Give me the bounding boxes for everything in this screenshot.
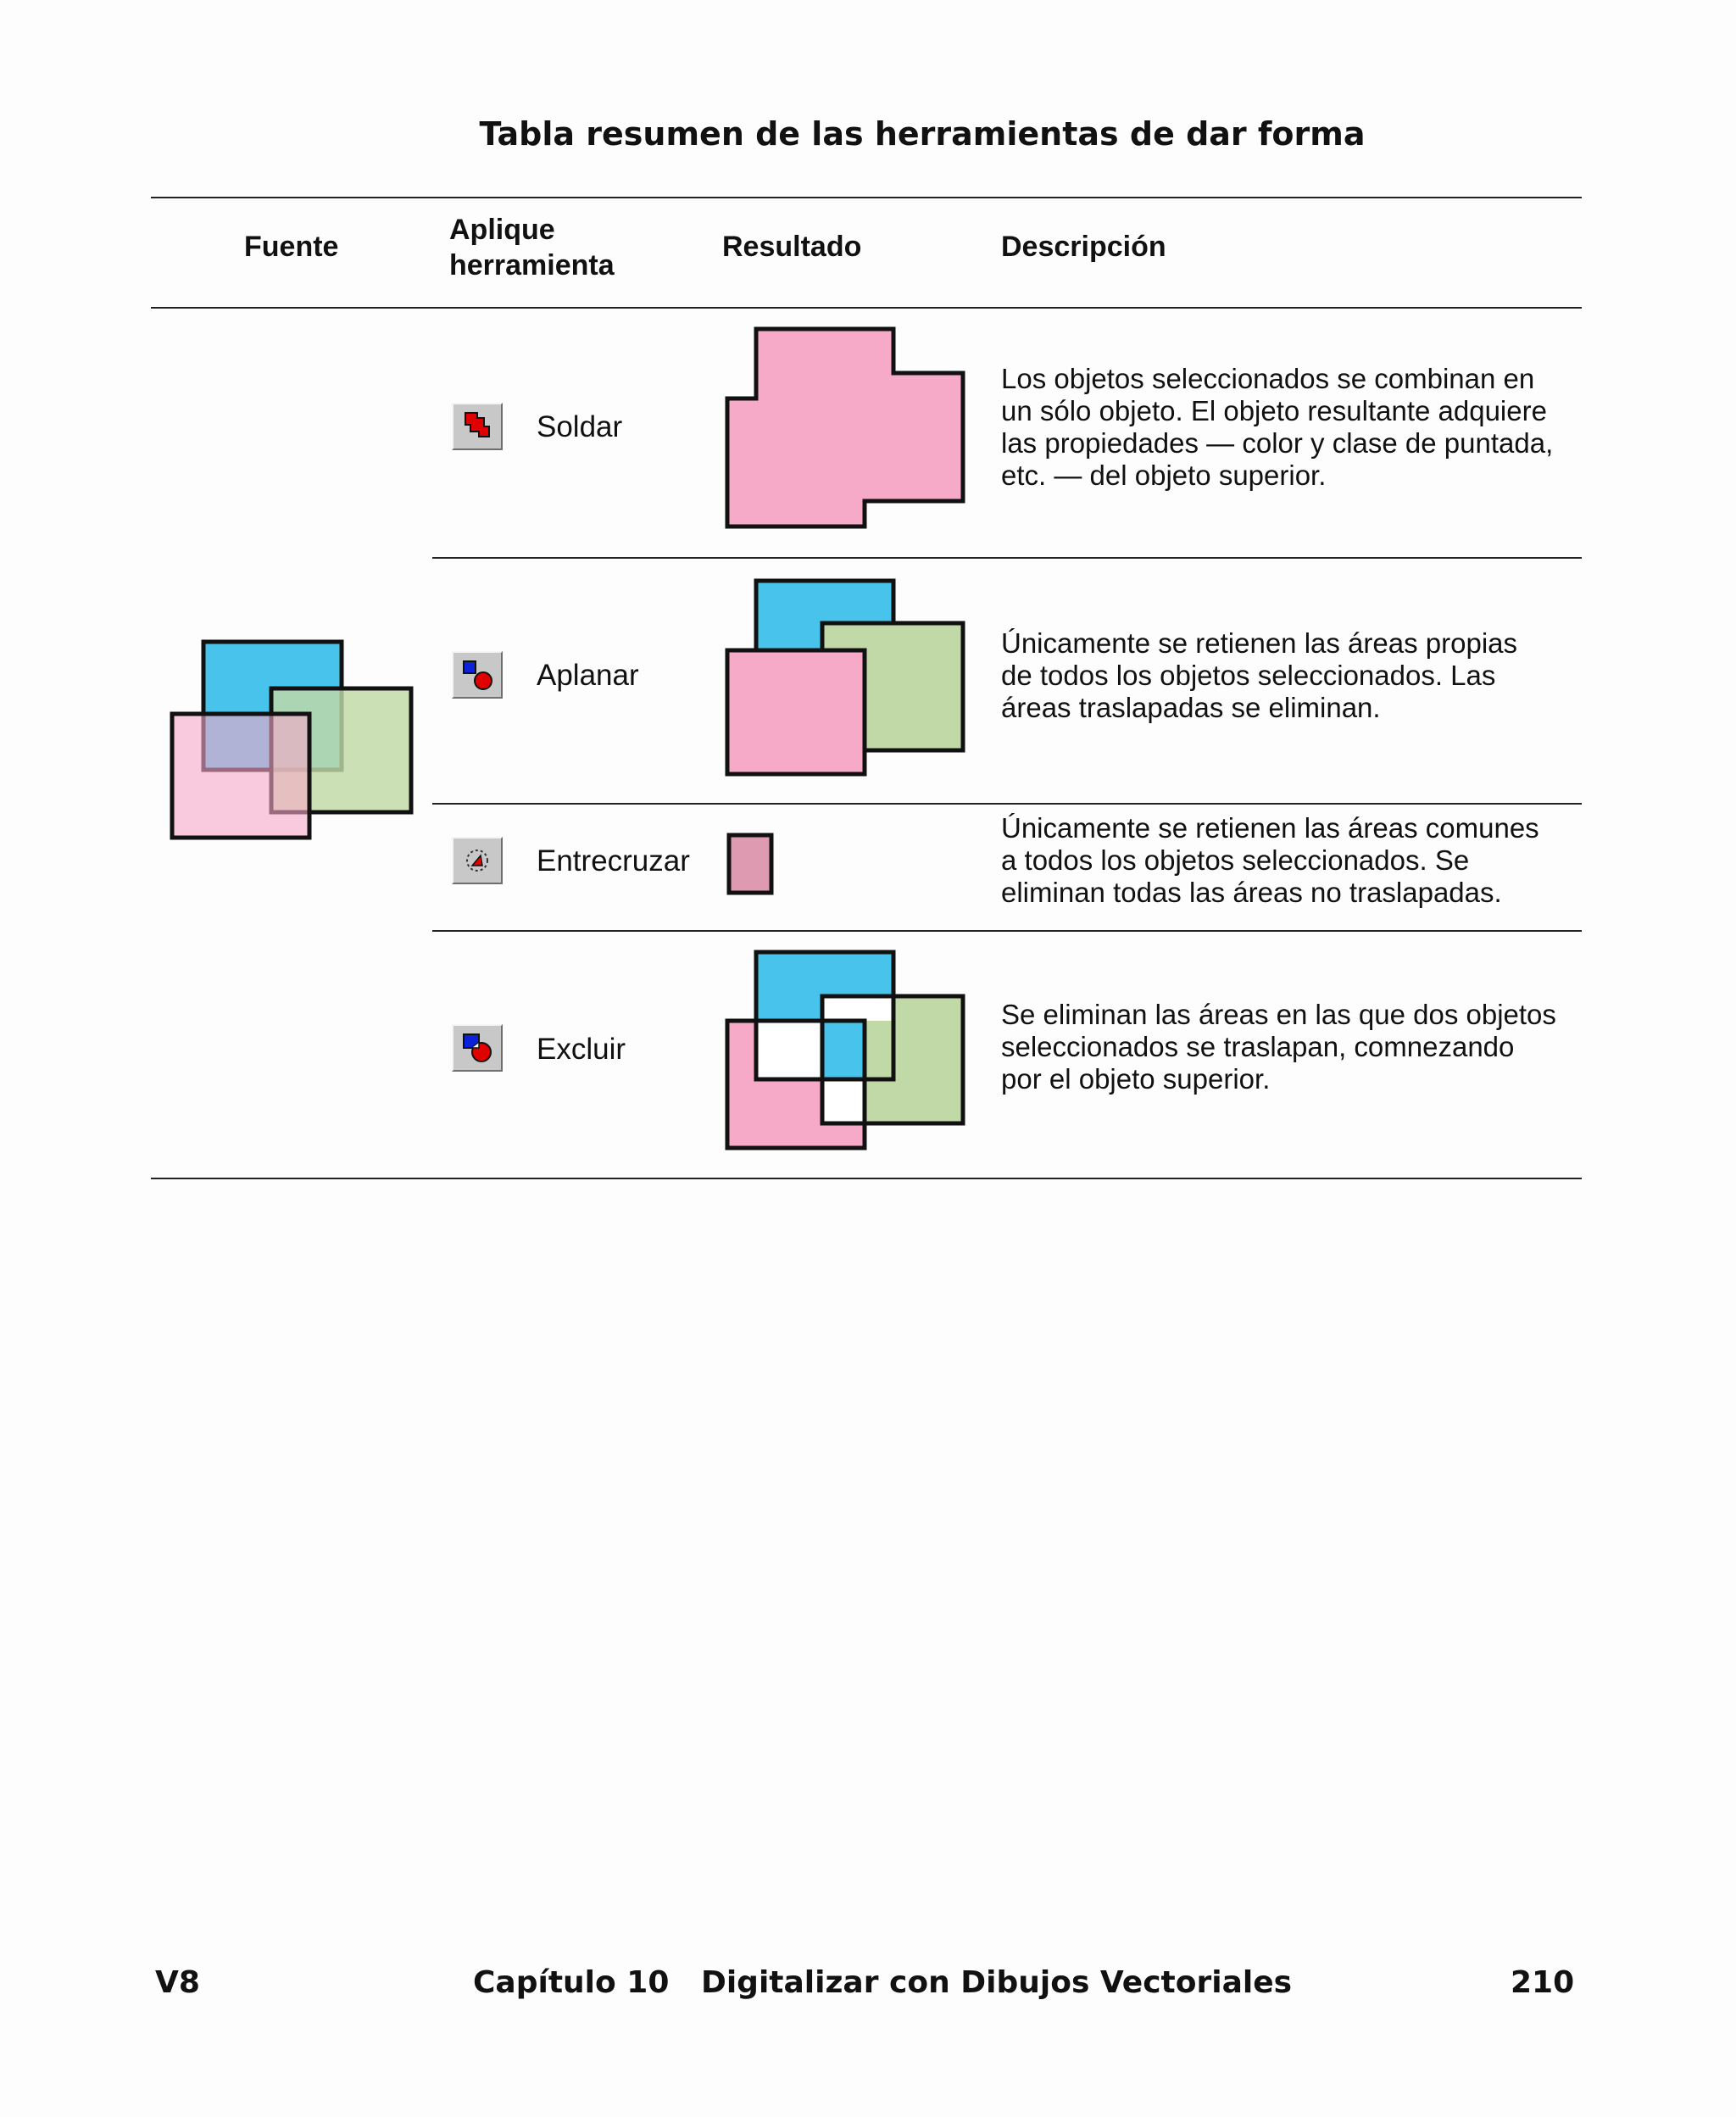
exclude-icon xyxy=(460,1031,494,1065)
description-soldar xyxy=(1001,363,1577,492)
header-aplique xyxy=(449,212,615,283)
result-excluir xyxy=(722,950,968,1153)
description-line: áreas traslapadas se eliminan. xyxy=(1001,692,1381,723)
weld-tool-button[interactable] xyxy=(452,403,503,450)
tool-label-entrecruzar: Entrecruzar xyxy=(537,844,690,877)
table-top-rule xyxy=(151,197,1582,198)
row-divider xyxy=(432,930,1582,932)
table-bottom-rule xyxy=(151,1178,1582,1179)
description-line: Los objetos seleccionados se combinan en xyxy=(1001,363,1535,394)
footer-page-number: 210 xyxy=(1511,1965,1575,2000)
description-line: Se eliminan las áreas en las que dos objetos xyxy=(1001,999,1556,1030)
page-title: Tabla resumen de las herramientas de dar forma xyxy=(479,115,1366,153)
intersect-tool-button[interactable] xyxy=(452,837,503,884)
description-line: a todos los objetos seleccionados. Se xyxy=(1001,844,1470,876)
trim-tool-button[interactable] xyxy=(452,651,503,699)
description-line: las propiedades — color y clase de puntada, xyxy=(1001,427,1554,459)
result-entrecruzar xyxy=(722,831,773,899)
header-descripcion: Descripción xyxy=(1001,231,1166,263)
header-aplique-line1: Aplique xyxy=(449,214,555,246)
footer-chapter: Capítulo 10 Digitalizar con Dibujos Vectoriales xyxy=(473,1965,1293,2000)
description-line: etc. — del objeto superior. xyxy=(1001,460,1327,491)
result-soldar xyxy=(722,326,968,530)
row-divider xyxy=(432,557,1582,559)
description-aplanar xyxy=(1001,627,1577,724)
header-resultado: Resultado xyxy=(722,231,862,263)
description-line: de todos los objetos seleccionados. Las xyxy=(1001,660,1496,691)
result-aplanar xyxy=(722,577,968,780)
header-aplique-line2: herramienta xyxy=(449,249,615,281)
description-line: seleccionados se traslapan, comnezando xyxy=(1001,1031,1515,1062)
trim-icon xyxy=(460,658,494,692)
intersect-icon xyxy=(460,844,494,877)
footer-version: V8 xyxy=(155,1965,200,2000)
header-bottom-rule xyxy=(151,307,1582,309)
description-line: eliminan todas las áreas no traslapadas. xyxy=(1001,877,1502,908)
description-excluir xyxy=(1001,999,1577,1095)
tool-label-soldar: Soldar xyxy=(537,410,623,443)
tool-label-excluir: Excluir xyxy=(537,1033,626,1066)
header-fuente: Fuente xyxy=(244,231,339,263)
row-divider xyxy=(432,803,1582,805)
exclude-tool-button[interactable] xyxy=(452,1024,503,1072)
description-line: por el objeto superior. xyxy=(1001,1063,1271,1095)
source-figure xyxy=(170,638,415,841)
description-line: un sólo objeto. El objeto resultante adquiere xyxy=(1001,395,1547,426)
description-line: Únicamente se retienen las áreas comunes xyxy=(1001,812,1539,844)
description-line: Únicamente se retienen las áreas propias xyxy=(1001,627,1518,659)
tool-label-aplanar: Aplanar xyxy=(537,659,639,692)
description-entrecruzar xyxy=(1001,812,1577,909)
weld-icon xyxy=(460,409,494,443)
